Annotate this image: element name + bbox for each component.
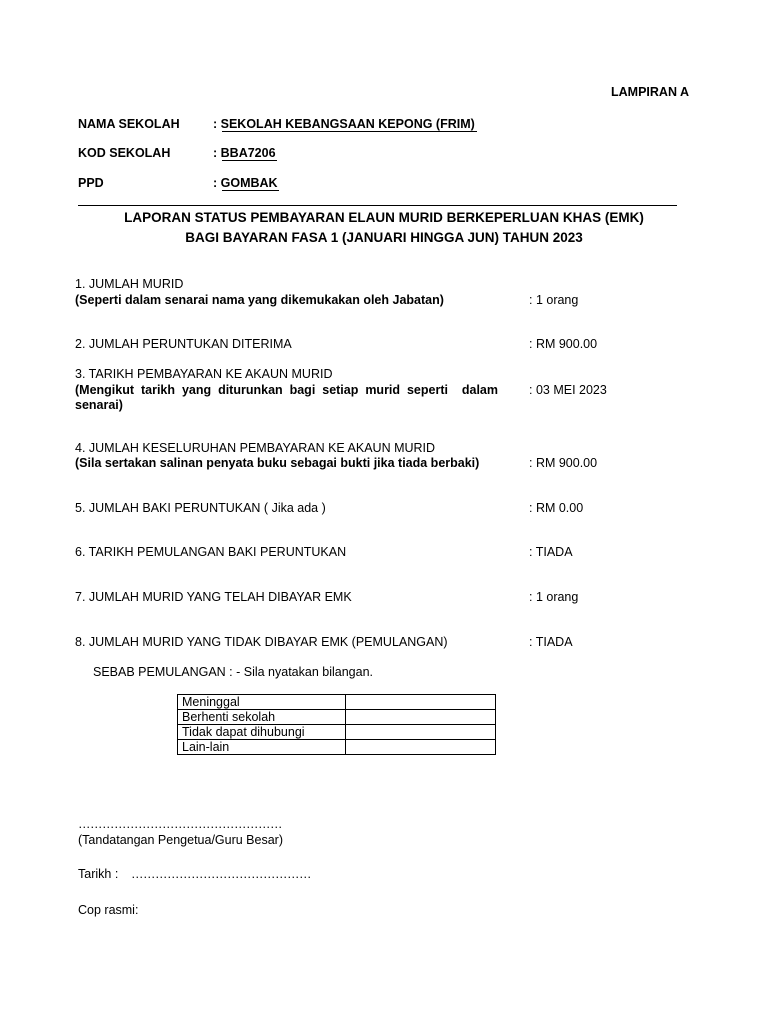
return-reason-table: [177, 694, 496, 755]
reason-count-cell[interactable]: [346, 740, 496, 755]
item-5-value: : RM 0.00: [529, 501, 584, 515]
appendix-label: LAMPIRAN A: [611, 85, 690, 99]
school-name-underline: [222, 131, 477, 132]
header-divider: [78, 205, 677, 206]
ppd-value: : GOMBAK: [213, 176, 278, 190]
date-label: Tarikh :: [78, 867, 119, 881]
reason-label: Lain-lain: [178, 740, 346, 755]
table-row: [178, 740, 496, 755]
item-5-label: 5. JUMLAH BAKI PERUNTUKAN ( Jika ada ): [75, 501, 326, 515]
school-name-value: : SEKOLAH KEBANGSAAN KEPONG (FRIM): [213, 117, 475, 131]
item-6-value: : TIADA: [529, 545, 573, 559]
school-code-underline: [222, 160, 277, 161]
ppd-underline: [222, 190, 279, 191]
item-3-label: 3. TARIKH PEMBAYARAN KE AKAUN MURID: [75, 367, 333, 381]
table-row: [178, 710, 496, 725]
item-4-value: : RM 900.00: [529, 456, 598, 470]
item-1-note: (Seperti dalam senarai nama yang dikemukakan oleh Jabatan): [75, 293, 444, 307]
table-row: [178, 725, 496, 740]
item-2-value: : RM 900.00: [529, 337, 598, 351]
return-reason-heading: SEBAB PEMULANGAN : - Sila nyatakan bilangan.: [93, 665, 373, 679]
date-line: ………………………………………: [131, 867, 311, 881]
item-7-label: 7. JUMLAH MURID YANG TELAH DIBAYAR EMK: [75, 590, 352, 604]
signature-line: ……………………………………………: [78, 817, 282, 831]
report-title-line2: BAGI BAYARAN FASA 1 (JANUARI HINGGA JUN) TAHUN 2023: [185, 230, 583, 245]
reason-count-cell[interactable]: [346, 710, 496, 725]
item-8-value: : TIADA: [529, 635, 573, 649]
school-code-label: KOD SEKOLAH: [78, 146, 171, 160]
ppd-label: PPD: [78, 176, 104, 190]
reason-label: Tidak dapat dihubungi: [178, 725, 346, 740]
reason-label: Berhenti sekolah: [178, 710, 346, 725]
item-2-label: 2. JUMLAH PERUNTUKAN DITERIMA: [75, 337, 292, 351]
school-code-value: : BBA7206: [213, 146, 276, 160]
official-stamp-label: Cop rasmi:: [78, 903, 139, 917]
reason-count-cell[interactable]: [346, 695, 496, 710]
report-title-line1: LAPORAN STATUS PEMBAYARAN ELAUN MURID BERKEPERLUAN KHAS (EMK): [124, 210, 644, 225]
signature-caption: (Tandatangan Pengetua/Guru Besar): [78, 833, 283, 847]
item-1-label: 1. JUMLAH MURID: [75, 277, 184, 291]
item-1-value: : 1 orang: [529, 293, 579, 307]
item-4-label: 4. JUMLAH KESELURUHAN PEMBAYARAN KE AKAUN MURID: [75, 441, 436, 455]
item-3-value: : 03 MEI 2023: [529, 383, 607, 397]
reason-label: Meninggal: [178, 695, 346, 710]
item-3-note-line2: senarai): [75, 398, 123, 412]
item-3-note-line1: (Mengikut tarikh yang diturunkan bagi setiap murid seperti dalam: [75, 383, 498, 397]
item-7-value: : 1 orang: [529, 590, 579, 604]
reason-count-cell[interactable]: [346, 725, 496, 740]
item-6-label: 6. TARIKH PEMULANGAN BAKI PERUNTUKAN: [75, 545, 347, 559]
item-8-label: 8. JUMLAH MURID YANG TIDAK DIBAYAR EMK (PEMULANGAN): [75, 635, 448, 649]
table-row: [178, 695, 496, 710]
school-name-label: NAMA SEKOLAH: [78, 117, 180, 131]
item-4-note: (Sila sertakan salinan penyata buku sebagai bukti jika tiada berbaki): [75, 456, 480, 470]
